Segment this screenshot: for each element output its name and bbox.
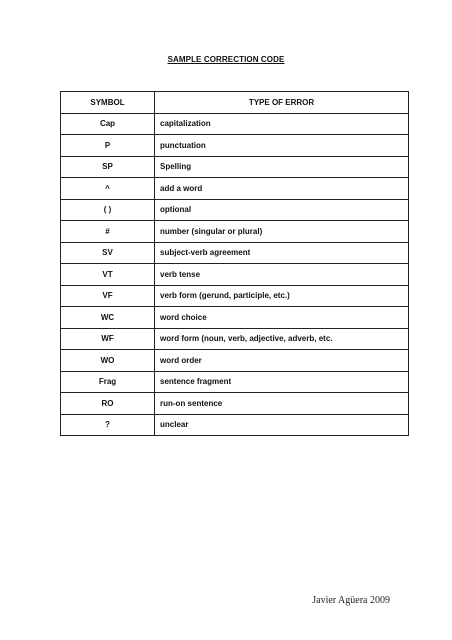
symbol-cell: RO (61, 393, 155, 415)
symbol-cell: VT (61, 264, 155, 286)
error-type-cell: word order (155, 350, 409, 372)
table-row (61, 135, 409, 157)
symbol-cell: Cap (61, 113, 155, 135)
table-row (61, 350, 409, 372)
symbol-cell: # (61, 221, 155, 243)
symbol-cell: WO (61, 350, 155, 372)
symbol-cell: ( ) (61, 199, 155, 221)
error-type-cell: run-on sentence (155, 393, 409, 415)
error-type-cell: Spelling (155, 156, 409, 178)
table-row (61, 199, 409, 221)
error-type-cell: add a word (155, 178, 409, 200)
symbol-cell: WF (61, 328, 155, 350)
error-type-cell: unclear (155, 414, 409, 436)
table-row (61, 178, 409, 200)
table-row (61, 285, 409, 307)
table-row (61, 221, 409, 243)
table-row (61, 156, 409, 178)
symbol-cell: SV (61, 242, 155, 264)
table-row (61, 113, 409, 135)
error-type-cell: subject-verb agreement (155, 242, 409, 264)
symbol-cell: Frag (61, 371, 155, 393)
symbol-cell: ^ (61, 178, 155, 200)
table-row (61, 264, 409, 286)
error-type-cell: word choice (155, 307, 409, 329)
correction-code-table (60, 91, 409, 436)
table-header-row (61, 92, 409, 114)
author-signature: Javier Agüera 2009 (312, 595, 390, 606)
error-type-cell: verb form (gerund, participle, etc.) (155, 285, 409, 307)
type-of-error-column-header: TYPE OF ERROR (155, 92, 409, 114)
symbol-cell: ? (61, 414, 155, 436)
table-row (61, 393, 409, 415)
error-type-cell: verb tense (155, 264, 409, 286)
error-type-cell: word form (noun, verb, adjective, adverb, etc. (155, 328, 409, 350)
error-type-cell: capitalization (155, 113, 409, 135)
table-row (61, 307, 409, 329)
table-row (61, 242, 409, 264)
symbol-cell: P (61, 135, 155, 157)
error-type-cell: number (singular or plural) (155, 221, 409, 243)
table-row (61, 328, 409, 350)
page-title: SAMPLE CORRECTION CODE (167, 55, 285, 64)
error-type-cell: sentence fragment (155, 371, 409, 393)
symbol-column-header: SYMBOL (61, 92, 155, 114)
symbol-cell: VF (61, 285, 155, 307)
symbol-cell: SP (61, 156, 155, 178)
error-type-cell: punctuation (155, 135, 409, 157)
table-row (61, 414, 409, 436)
symbol-cell: WC (61, 307, 155, 329)
table-row (61, 371, 409, 393)
error-type-cell: optional (155, 199, 409, 221)
